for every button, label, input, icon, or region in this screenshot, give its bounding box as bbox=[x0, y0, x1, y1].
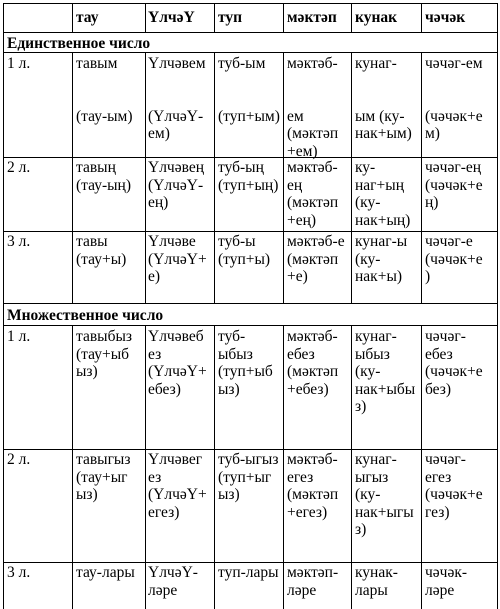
form-line: егез) bbox=[148, 503, 180, 521]
form-line: з) bbox=[355, 521, 367, 538]
form-line: нак+ыгы bbox=[355, 503, 414, 521]
form-line: ебез) bbox=[148, 380, 181, 398]
person-label: 3 л. bbox=[7, 564, 31, 581]
column-rule bbox=[214, 52, 215, 303]
form-line: ыз) bbox=[76, 486, 98, 503]
rule-under-s2 bbox=[3, 231, 498, 232]
form-line: (ҮлчәҮ- bbox=[148, 176, 204, 194]
form-line: ең bbox=[287, 176, 303, 194]
form-line: (тау-ым) bbox=[76, 107, 133, 125]
form-line: (ку- bbox=[355, 194, 381, 211]
form-line: з) bbox=[355, 398, 367, 415]
form-line: мәктәп- bbox=[287, 564, 339, 581]
rule-under-plural-heading bbox=[3, 325, 498, 326]
column-rule bbox=[283, 52, 284, 303]
form-line: ыз) bbox=[218, 486, 240, 503]
form-line: Үлчәвеб bbox=[148, 328, 204, 345]
form-line: ебез bbox=[425, 345, 453, 363]
form-line: наг+ың bbox=[355, 176, 404, 194]
column-rule bbox=[72, 3, 73, 32]
form-line: ыбыз bbox=[218, 345, 253, 363]
form-line: без) bbox=[425, 380, 452, 398]
form-line: тавым bbox=[76, 55, 118, 72]
form-line: мәктәб- bbox=[287, 55, 338, 72]
form-line: кунаг- bbox=[355, 328, 397, 345]
rule-left bbox=[3, 3, 4, 609]
form-line: чәчәг- bbox=[425, 328, 466, 345]
form-line: (мәктәп bbox=[287, 250, 339, 268]
column-rule bbox=[351, 52, 352, 303]
form-line: ыз) bbox=[218, 380, 240, 398]
form-line: ыгыз bbox=[355, 468, 389, 486]
form-line: мәктәб- bbox=[287, 328, 338, 345]
form-line: (тау+ы) bbox=[76, 250, 127, 268]
form-line: (ку- bbox=[355, 363, 381, 380]
form-line: (тау+ыб bbox=[76, 345, 130, 363]
column-rule bbox=[421, 325, 422, 609]
form-line: Үлчәвең bbox=[148, 159, 205, 176]
form-line: мәктәб-е bbox=[287, 233, 345, 250]
column-rule bbox=[214, 3, 215, 32]
column-rule bbox=[421, 52, 422, 303]
form-line: ыз) bbox=[76, 363, 98, 380]
form-line: чәчәг-ең bbox=[425, 159, 482, 176]
rule-under-p2 bbox=[3, 562, 498, 563]
form-line: тавы bbox=[76, 233, 108, 250]
form-line: тавыбыз bbox=[76, 328, 132, 345]
form-line: (мәктәп bbox=[287, 125, 339, 142]
form-line: егез bbox=[287, 468, 314, 486]
form-line: кунаг-ы bbox=[355, 233, 408, 250]
form-line: чәчәг- bbox=[425, 451, 466, 468]
form-line: (чәчәк+е bbox=[425, 363, 483, 380]
form-line: (чәчәк+е bbox=[425, 176, 483, 194]
column-rule bbox=[145, 3, 146, 32]
form-line: ләре bbox=[287, 581, 317, 599]
form-line: (ҮлчәҮ+ bbox=[148, 250, 207, 268]
person-label: 2 л. bbox=[7, 451, 31, 468]
rule-right bbox=[497, 3, 498, 609]
form-line: (чәчәк+е bbox=[425, 250, 483, 268]
form-line: тавың bbox=[76, 159, 116, 176]
header-col-ulchau: ҮлчәҮ bbox=[148, 9, 195, 26]
rule-under-singular-heading bbox=[3, 52, 498, 53]
form-line: (туп+ың) bbox=[218, 176, 279, 194]
form-line: (ку- bbox=[355, 486, 381, 503]
form-line: ем bbox=[287, 107, 304, 125]
header-col-mektep: мәктәп bbox=[287, 9, 337, 26]
form-line: нак+ың) bbox=[355, 211, 411, 229]
form-line: ыбыз bbox=[355, 345, 390, 363]
rule-top bbox=[3, 3, 498, 4]
form-line: чәчәг-ем bbox=[425, 55, 483, 72]
form-line: нак+ым) bbox=[355, 125, 412, 142]
form-line: ләре bbox=[148, 581, 178, 599]
header-col-tau: тау bbox=[76, 9, 99, 26]
form-line: (туп+ы) bbox=[218, 250, 271, 268]
form-line: туб-ың bbox=[218, 159, 264, 176]
form-line: ез bbox=[148, 345, 162, 363]
form-line: нак+ы) bbox=[355, 268, 403, 285]
column-rule bbox=[283, 325, 284, 609]
form-line: туб-ы bbox=[218, 233, 256, 250]
form-line: ең) bbox=[148, 194, 169, 211]
person-label: 1 л. bbox=[7, 328, 31, 345]
form-line: е) bbox=[148, 268, 161, 285]
form-line: мәктәб- bbox=[287, 451, 338, 468]
form-line: туб-ыгыз bbox=[218, 451, 279, 468]
form-line: (ҮлчәҮ- bbox=[148, 107, 204, 125]
person-label: 3 л. bbox=[7, 233, 31, 250]
form-line: Үлчәве bbox=[148, 233, 196, 250]
form-line: ым (ку- bbox=[355, 107, 405, 125]
form-line: м) bbox=[425, 125, 440, 142]
column-rule bbox=[283, 3, 284, 32]
column-rule bbox=[72, 52, 73, 303]
form-line: (туп+ыб bbox=[218, 363, 273, 380]
column-rule bbox=[145, 52, 146, 303]
header-col-chechek: чәчәк bbox=[425, 9, 466, 26]
form-line: +ең) bbox=[287, 211, 317, 229]
column-rule bbox=[351, 3, 352, 32]
form-line: (тау+ыг bbox=[76, 468, 128, 486]
form-line: (ку- bbox=[355, 250, 381, 268]
person-label: 2 л. bbox=[7, 159, 31, 176]
form-line: кунаг- bbox=[355, 451, 397, 468]
rule-under-p1 bbox=[3, 449, 498, 450]
form-line: кунаг- bbox=[355, 55, 397, 72]
form-line: тау-лары bbox=[76, 564, 135, 581]
form-line: (тау-ың) bbox=[76, 176, 131, 194]
form-line: мәктәб- bbox=[287, 159, 338, 176]
header-col-kunak: кунак bbox=[355, 9, 398, 26]
form-line: +е) bbox=[287, 268, 308, 285]
form-line: Үлчәвег bbox=[148, 451, 203, 468]
form-line: чәчәк- bbox=[425, 564, 468, 581]
form-line: (туп+ыг bbox=[218, 468, 272, 486]
rule-under-header bbox=[3, 32, 498, 33]
form-line: чәчәг-е bbox=[425, 233, 473, 250]
form-line: ләре bbox=[425, 581, 455, 599]
form-line: туб- bbox=[218, 328, 246, 345]
form-line: ебез bbox=[287, 345, 315, 363]
form-line: +ебез) bbox=[287, 380, 329, 398]
form-line: (туп+ым) bbox=[218, 107, 280, 125]
form-line: нак+ыбы bbox=[355, 380, 416, 398]
form-line: (мәктәп bbox=[287, 194, 339, 211]
form-line: +ем) bbox=[287, 142, 318, 160]
form-line: (ҮлчәҮ+ bbox=[148, 363, 207, 380]
form-line: ҮлчәҮ- bbox=[148, 564, 198, 581]
rule-under-s3 bbox=[3, 303, 498, 304]
rule-under-s1 bbox=[3, 157, 498, 158]
form-line: тавыгыз bbox=[76, 451, 131, 468]
form-line: кунак- bbox=[355, 564, 398, 581]
form-line: (мәктәп bbox=[287, 486, 339, 503]
person-label: 1 л. bbox=[7, 55, 31, 72]
header-col-tup: туп bbox=[218, 9, 243, 26]
form-line: лары bbox=[355, 581, 388, 599]
column-rule bbox=[214, 325, 215, 609]
form-line: туп-лары bbox=[218, 564, 279, 581]
form-line: ) bbox=[425, 268, 431, 285]
column-rule bbox=[351, 325, 352, 609]
column-rule bbox=[72, 325, 73, 609]
form-line: (чәчәк+е bbox=[425, 486, 483, 503]
form-line: гез) bbox=[425, 503, 450, 521]
section-plural-heading: Множественное число bbox=[7, 307, 164, 324]
form-line: егез bbox=[425, 468, 452, 486]
column-rule bbox=[145, 325, 146, 609]
form-line: +егез) bbox=[287, 503, 328, 521]
form-line: туб-ым bbox=[218, 55, 266, 72]
form-line: Үлчәвем bbox=[148, 55, 206, 72]
form-line: ку- bbox=[355, 159, 376, 176]
form-line: (чәчәк+е bbox=[425, 107, 483, 125]
column-rule bbox=[421, 3, 422, 32]
form-line: (ҮлчәҮ+ bbox=[148, 486, 207, 503]
section-singular-heading: Единственное число bbox=[7, 35, 151, 52]
form-line: ң) bbox=[425, 194, 439, 211]
form-line: ем) bbox=[148, 125, 170, 142]
form-line: ез bbox=[148, 468, 162, 486]
form-line: (мәктәп bbox=[287, 363, 339, 380]
